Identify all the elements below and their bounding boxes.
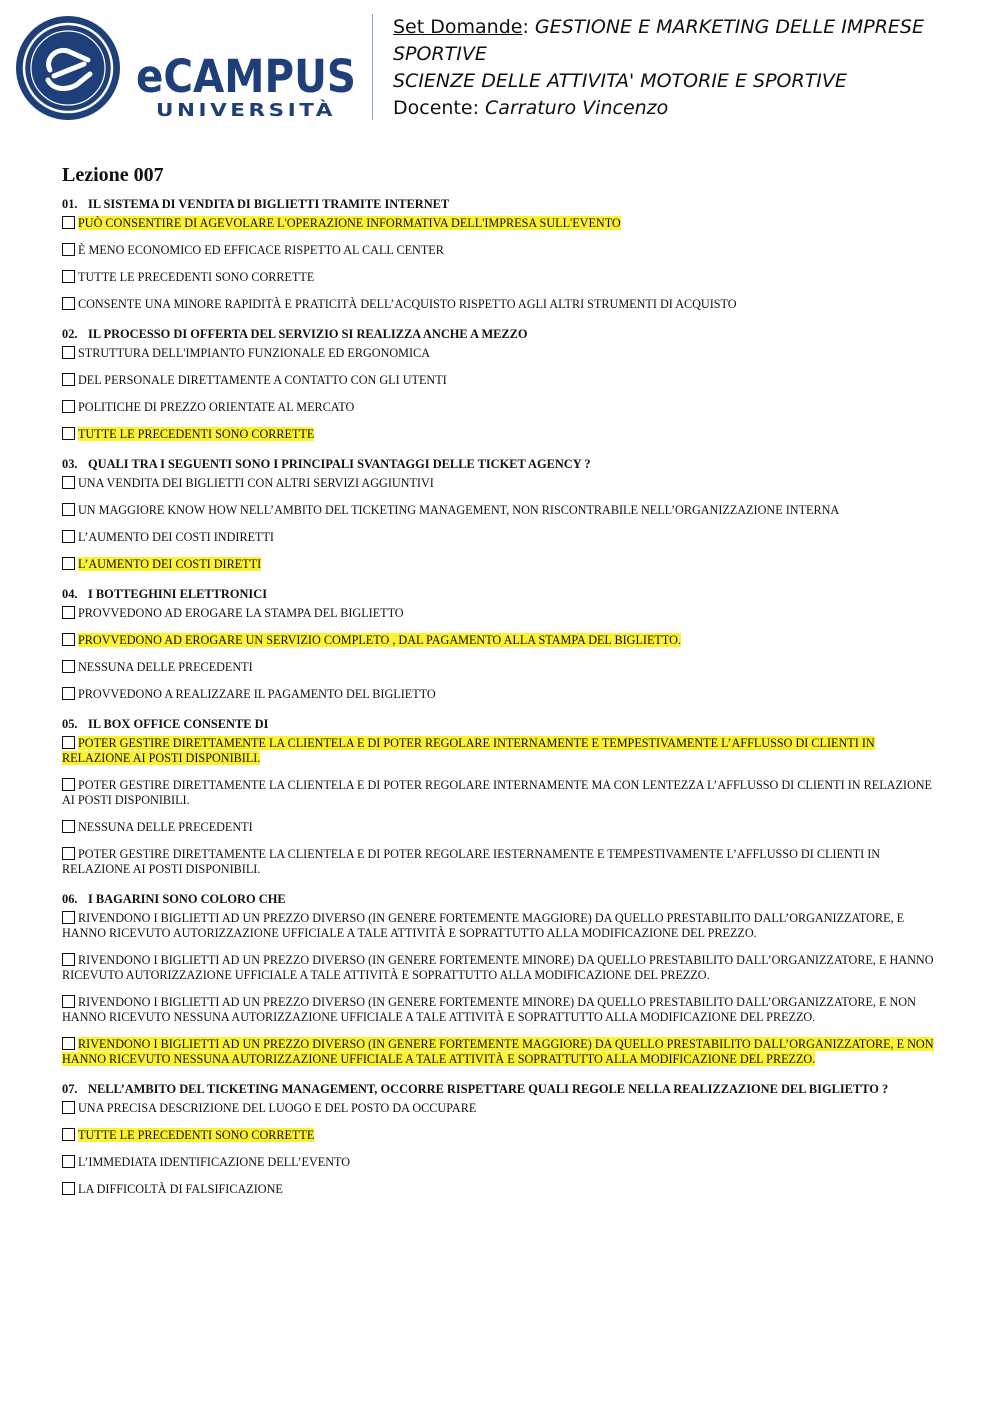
answer-option [62, 687, 942, 702]
answer-checkbox[interactable] [62, 778, 75, 791]
answer-checkbox[interactable] [62, 216, 75, 229]
header-info [393, 14, 983, 122]
header-divider [372, 14, 373, 120]
answer-text: È MENO ECONOMICO ED EFFICACE RISPETTO AL CALL CENTER [78, 243, 444, 257]
answer-text: POTER GESTIRE DIRETTAMENTE LA CLIENTELA E DI POTER REGOLARE INTERNAMENTE MA CON LENTEZZA L’AFFLUSSO DI CLIENTI IN RELAZIONE AI POSTI DISPONIBILI. [62, 778, 932, 807]
answer-text: STRUTTURA DELL'IMPIANTO FUNZIONALE ED ERGONOMICA [78, 346, 431, 360]
answer-text: RIVENDONO I BIGLIETTI AD UN PREZZO DIVERSO (IN GENERE FORTEMENTE MAGGIORE) DA QUELLO PRESTABILITO DALL’ORGANIZZATORE, E NON HANNO RICEVUTO NESSUNA AUTORIZZAZIONE UFFICIALE A TALE ATTIVITÀ E SOPRATTUTTO ALLA MODIFICAZIONE DEL PREZZO. [62, 1037, 934, 1066]
degree-name: SCIENZE DELLE ATTIVITA' MOTORIE E SPORTIVE [393, 70, 847, 92]
answer-checkbox[interactable] [62, 400, 75, 413]
answer-text: POLITICHE DI PREZZO ORIENTATE AL MERCATO [78, 400, 355, 414]
answer-checkbox[interactable] [62, 953, 75, 966]
question-number: 01. [62, 197, 78, 211]
question-title [62, 196, 942, 212]
answer-checkbox[interactable] [62, 243, 75, 256]
answer-checkbox[interactable] [62, 1182, 75, 1195]
answer-option [62, 847, 942, 877]
answer-text: RIVENDONO I BIGLIETTI AD UN PREZZO DIVERSO (IN GENERE FORTEMENTE MINORE) DA QUELLO PRESTABILITO DALL’ORGANIZZATORE, E HANNO RICEVUTO AUTORIZZAZIONE UFFICIALE A TALE ATTIVITÀ E SOPRATTUTTO ALLA MODIFICAZIONE DEL PREZZO. [62, 953, 934, 982]
answer-option [62, 778, 942, 808]
answer-checkbox[interactable] [62, 427, 75, 440]
question-title [62, 456, 942, 472]
course-name: GESTIONE E MARKETING DELLE IMPRESE SPORTIVE [393, 16, 924, 65]
answer-checkbox[interactable] [62, 820, 75, 833]
question-block [62, 586, 942, 702]
answer-option [62, 911, 942, 941]
question-number: 04. [62, 587, 78, 601]
question-text: NELL’AMBITO DEL TICKETING MANAGEMENT, OCCORRE RISPETTARE QUALI REGOLE NELLA REALIZZAZIONE DEL BIGLIETTO ? [88, 1082, 889, 1096]
answer-text: UN MAGGIORE KNOW HOW NELL’AMBITO DEL TICKETING MANAGEMENT, NON RISCONTRABILE NELL’ORGANIZZAZIONE INTERNA [78, 503, 840, 517]
answer-checkbox[interactable] [62, 557, 75, 570]
answer-option [62, 995, 942, 1025]
answer-text: TUTTE LE PRECEDENTI SONO CORRETTE [78, 1128, 315, 1142]
answer-text: POTER GESTIRE DIRETTAMENTE LA CLIENTELA E DI POTER REGOLARE INTERNAMENTE E TEMPESTIVAMENTE L’AFFLUSSO DI CLIENTI IN RELAZIONE AI POSTI DISPONIBILI. [62, 736, 875, 765]
answer-text: TUTTE LE PRECEDENTI SONO CORRETTE [78, 427, 315, 441]
answer-option [62, 606, 942, 621]
answer-text: LA DIFFICOLTÀ DI FALSIFICAZIONE [78, 1182, 283, 1196]
answer-checkbox[interactable] [62, 373, 75, 386]
answer-option [62, 1182, 942, 1197]
answer-option [62, 427, 942, 442]
answer-option [62, 297, 942, 312]
answer-text: PROVVEDONO AD EROGARE LA STAMPA DEL BIGLIETTO [78, 606, 404, 620]
answer-checkbox[interactable] [62, 1037, 75, 1050]
question-number: 03. [62, 457, 78, 471]
answer-option [62, 1101, 942, 1116]
answer-text: PROVVEDONO A REALIZZARE IL PAGAMENTO DEL BIGLIETTO [78, 687, 436, 701]
answer-checkbox[interactable] [62, 530, 75, 543]
answer-option [62, 476, 942, 491]
question-block [62, 326, 942, 442]
answer-checkbox[interactable] [62, 1101, 75, 1114]
teacher-label: Docente: [393, 97, 479, 119]
answer-checkbox[interactable] [62, 633, 75, 646]
question-block [62, 1081, 942, 1197]
lesson-title: Lezione 007 [62, 164, 164, 186]
question-title [62, 586, 942, 602]
answer-checkbox[interactable] [62, 687, 75, 700]
teacher-name: Carraturo Vincenzo [485, 97, 669, 119]
question-text: I BOTTEGHINI ELETTRONICI [88, 587, 268, 601]
answer-option [62, 660, 942, 675]
logo-brand-text: eCAMPUS [136, 50, 356, 103]
answer-checkbox[interactable] [62, 1155, 75, 1168]
answer-option [62, 530, 942, 545]
logo-emblem-icon [16, 16, 120, 120]
question-block [62, 196, 942, 312]
answer-option [62, 820, 942, 835]
question-text: IL PROCESSO DI OFFERTA DEL SERVIZIO SI REALIZZA ANCHE A MEZZO [88, 327, 528, 341]
answer-checkbox[interactable] [62, 606, 75, 619]
question-title [62, 326, 942, 342]
teacher-line [393, 95, 983, 122]
answer-text: PROVVEDONO AD EROGARE UN SERVIZIO COMPLETO , DAL PAGAMENTO ALLA STAMPA DEL BIGLIETTO. [78, 633, 681, 647]
answer-text: RIVENDONO I BIGLIETTI AD UN PREZZO DIVERSO (IN GENERE FORTEMENTE MINORE) DA QUELLO PRESTABILITO DALL’ORGANIZZATORE, E NON HANNO RICEVUTO NESSUNA AUTORIZZAZIONE UFFICIALE A TALE ATTIVITÀ E SOPRATTUTTO ALLA MODIFICAZIONE DEL PREZZO. [62, 995, 916, 1024]
question-title [62, 1081, 942, 1097]
answer-checkbox[interactable] [62, 476, 75, 489]
answer-option [62, 270, 942, 285]
answer-text: DEL PERSONALE DIRETTAMENTE A CONTATTO CON GLI UTENTI [78, 373, 447, 387]
answer-option [62, 953, 942, 983]
answer-option [62, 1037, 942, 1067]
question-title [62, 716, 942, 732]
question-text: IL SISTEMA DI VENDITA DI BIGLIETTI TRAMITE INTERNET [88, 197, 450, 211]
answer-text: CONSENTE UNA MINORE RAPIDITÀ E PRATICITÀ DELL’ACQUISTO RISPETTO AGLI ALTRI STRUMENTI DI ACQUISTO [78, 297, 737, 311]
answer-option [62, 373, 942, 388]
question-text: IL BOX OFFICE CONSENTE DI [88, 717, 269, 731]
answer-text: L’AUMENTO DEI COSTI DIRETTI [78, 557, 262, 571]
answer-option [62, 1155, 942, 1170]
answer-checkbox[interactable] [62, 736, 75, 749]
answer-checkbox[interactable] [62, 297, 75, 310]
answer-checkbox[interactable] [62, 1128, 75, 1141]
answer-checkbox[interactable] [62, 660, 75, 673]
answer-text: RIVENDONO I BIGLIETTI AD UN PREZZO DIVERSO (IN GENERE FORTEMENTE MAGGIORE) DA QUELLO PRESTABILITO DALL’ORGANIZZATORE, E HANNO RICEVUTO AUTORIZZAZIONE UFFICIALE A TALE ATTIVITÀ E SOPRATTUTTO ALLA MODIFICAZIONE DEL PREZZO. [62, 911, 905, 940]
answer-checkbox[interactable] [62, 270, 75, 283]
question-number: 02. [62, 327, 78, 341]
answer-option [62, 216, 942, 231]
answer-text: L’AUMENTO DEI COSTI INDIRETTI [78, 530, 274, 544]
answer-option [62, 633, 942, 648]
answer-option [62, 1128, 942, 1143]
answer-checkbox[interactable] [62, 503, 75, 516]
answer-option [62, 736, 942, 766]
answer-option [62, 503, 942, 518]
question-title [62, 891, 942, 907]
answer-checkbox[interactable] [62, 847, 75, 860]
answer-option [62, 346, 942, 361]
question-text: QUALI TRA I SEGUENTI SONO I PRINCIPALI SVANTAGGI DELLE TICKET AGENCY ? [88, 457, 591, 471]
logo-sub-text: UNIVERSITÀ [156, 100, 307, 121]
set-label: Set Domande [393, 16, 523, 38]
answer-text: L’IMMEDIATA IDENTIFICAZIONE DELL’EVENTO [78, 1155, 351, 1169]
question-block [62, 716, 942, 877]
answer-text: PUÒ CONSENTIRE DI AGEVOLARE L'OPERAZIONE INFORMATIVA DELL'IMPRESA SULL'EVENTO [78, 216, 621, 230]
quiz-content [62, 161, 942, 1211]
question-list [62, 196, 942, 1197]
answer-text: POTER GESTIRE DIRETTAMENTE LA CLIENTELA E DI POTER REGOLARE IESTERNAMENTE E TEMPESTIVAMENTE L’AFFLUSSO DI CLIENTI IN RELAZIONE AI POSTI DISPONIBILI. [62, 847, 881, 876]
question-number: 07. [62, 1082, 78, 1096]
question-text: I BAGARINI SONO COLORO CHE [88, 892, 286, 906]
answer-checkbox[interactable] [62, 911, 75, 924]
answer-checkbox[interactable] [62, 346, 75, 359]
question-block [62, 891, 942, 1067]
answer-text: NESSUNA DELLE PRECEDENTI [78, 820, 253, 834]
question-block [62, 456, 942, 572]
question-number: 06. [62, 892, 78, 906]
answer-option [62, 557, 942, 572]
ecampus-logo [14, 14, 364, 122]
answer-option [62, 243, 942, 258]
question-number: 05. [62, 717, 78, 731]
answer-text: UNA PRECISA DESCRIZIONE DEL LUOGO E DEL POSTO DA OCCUPARE [78, 1101, 477, 1115]
answer-checkbox[interactable] [62, 995, 75, 1008]
answer-text: NESSUNA DELLE PRECEDENTI [78, 660, 253, 674]
answer-text: TUTTE LE PRECEDENTI SONO CORRETTE [78, 270, 315, 284]
course-line: Set Domande: GESTIONE E MARKETING DELLE IMPRESE SPORTIVE [393, 16, 924, 65]
answer-text: UNA VENDITA DEI BIGLIETTI CON ALTRI SERVIZI AGGIUNTIVI [78, 476, 434, 490]
answer-option [62, 400, 942, 415]
